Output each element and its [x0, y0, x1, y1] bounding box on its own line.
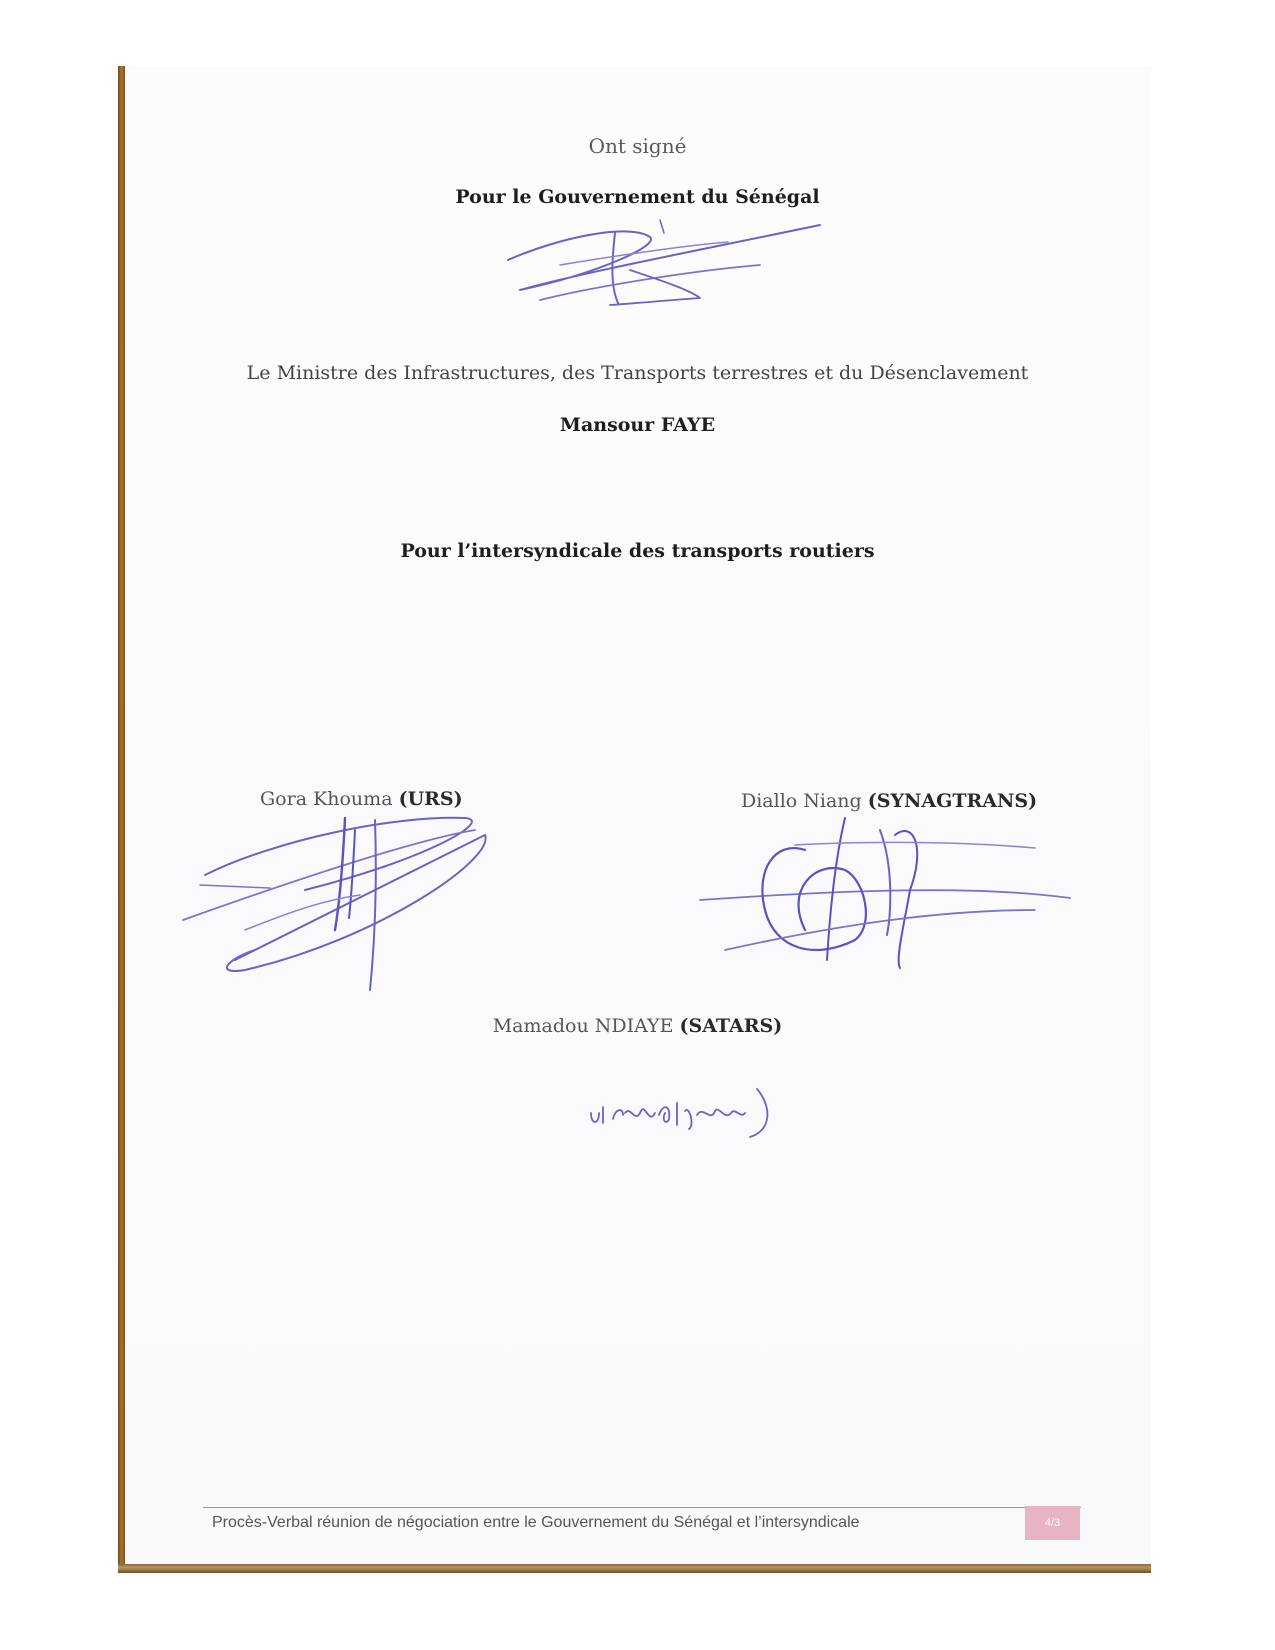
gora-khouma-signature: [175, 800, 505, 990]
signatory-name: Gora Khouma: [260, 788, 393, 810]
intersyndicale-heading: Pour l’intersyndicale des transports routiers: [400, 540, 875, 562]
footer-caption: Procès-Verbal réunion de négociation entre le Gouvernement du Sénégal et l’intersyndicale: [212, 1514, 860, 1531]
signatory-org: (URS): [398, 788, 463, 810]
diallo-niang-signature: [695, 810, 1075, 970]
signed-by-intro: Ont signé: [588, 134, 687, 158]
government-heading: Pour le Gouvernement du Sénégal: [455, 186, 820, 208]
signatory-mamadou-ndiaye: [0, 1015, 1275, 1037]
wooden-surface-bottom-edge: [118, 1564, 1151, 1573]
signatory-org: (SATARS): [679, 1015, 783, 1037]
mamadou-ndiaye-signature: [585, 1085, 785, 1145]
signatory-name: Diallo Niang: [741, 790, 862, 812]
signatory-name: Mamadou NDIAYE: [492, 1015, 674, 1037]
page-number-badge: 4/3: [1025, 1506, 1080, 1540]
signatory-org: (SYNAGTRANS): [867, 790, 1038, 812]
wooden-surface-left-edge: [118, 66, 125, 1571]
footer-divider: [203, 1507, 1081, 1508]
signatory-diallo-niang: [741, 790, 1037, 812]
minister-name: Mansour FAYE: [559, 414, 716, 436]
minister-title: Le Ministre des Infrastructures, des Transports terrestres et du Désenclavement: [246, 362, 1029, 384]
minister-signature: [500, 215, 830, 325]
